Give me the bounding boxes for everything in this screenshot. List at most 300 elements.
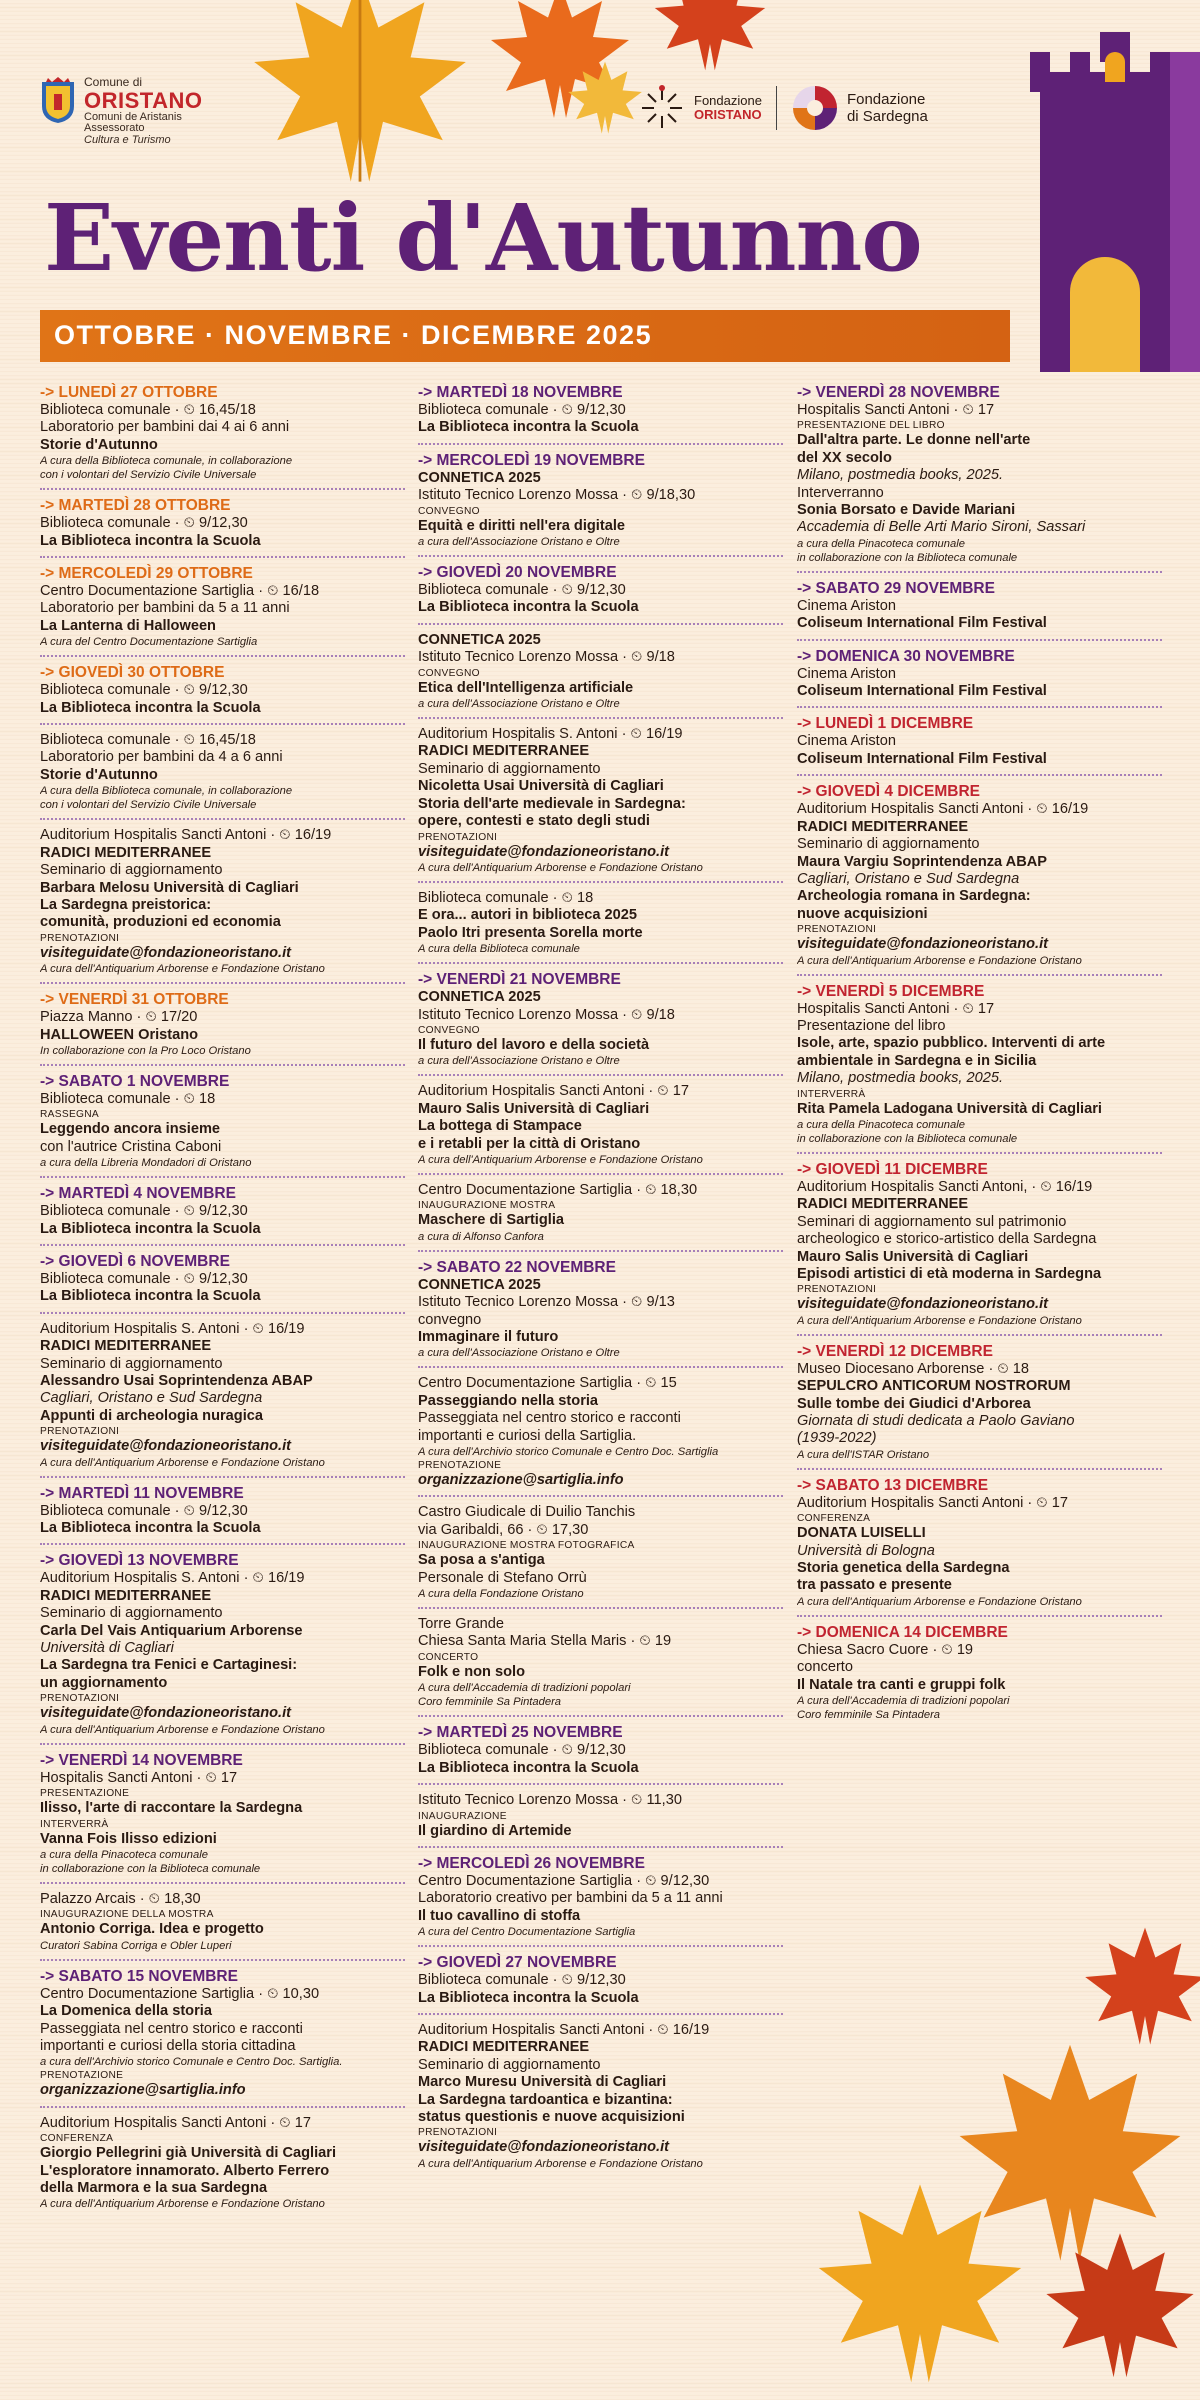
event-line: Milano, postmedia books, 2025. bbox=[797, 467, 1004, 484]
event-date: -> GIOVEDÌ 4 DICEMBRE bbox=[797, 783, 981, 801]
event-title: Sonia Borsato e Davide Mariani bbox=[797, 502, 1016, 519]
event-item bbox=[418, 1954, 783, 2015]
event-type: PRENOTAZIONE bbox=[418, 1460, 502, 1472]
event-line: Biblioteca comunale · ⏲ 9/12,30 bbox=[40, 1203, 248, 1220]
event-line: Biblioteca comunale · ⏲ 18 bbox=[418, 889, 594, 906]
maple-leaf-icon bbox=[800, 2180, 1040, 2400]
event-title: un aggiornamento bbox=[40, 1674, 168, 1691]
event-line: Museo Diocesano Arborense · ⏲ 18 bbox=[797, 1360, 1030, 1377]
event-title: Mauro Salis Università di Cagliari bbox=[797, 1248, 1029, 1265]
event-line: Istituto Tecnico Lorenzo Mossa · ⏲ 9/13 bbox=[418, 1294, 675, 1311]
event-line: Biblioteca comunale · ⏲ 9/12,30 bbox=[418, 1742, 626, 1759]
fondazione-sardegna-line2: di Sardegna bbox=[846, 108, 928, 125]
event-item bbox=[418, 632, 783, 719]
event-organizer: A cura della Biblioteca comunale, in collaborazione bbox=[40, 455, 293, 468]
event-line: Presentazione del libro bbox=[797, 1017, 946, 1034]
event-line: Auditorium Hospitalis S. Antoni · ⏲ 16/19 bbox=[40, 1570, 305, 1587]
event-line: Biblioteca comunale · ⏲ 9/12,30 bbox=[40, 682, 248, 699]
event-item bbox=[418, 384, 783, 445]
booking-email[interactable]: visiteguidate@fondazioneoristano.it bbox=[418, 2139, 669, 2156]
event-title: Il futuro del lavoro e della società bbox=[418, 1036, 650, 1053]
event-title: Maschere di Sartiglia bbox=[418, 1212, 564, 1229]
events-column-1 bbox=[40, 384, 405, 2218]
event-line: Seminario di aggiornamento bbox=[40, 1355, 223, 1372]
event-date: -> MARTEDÌ 4 NOVEMBRE bbox=[40, 1185, 236, 1203]
event-line: Castro Giudicale di Duilio Tanchis bbox=[418, 1504, 636, 1521]
event-item bbox=[40, 991, 405, 1066]
event-line: importanti e curiosi della storia cittadina bbox=[40, 2037, 296, 2054]
event-date: -> VENERDÌ 28 NOVEMBRE bbox=[797, 384, 1000, 401]
event-item bbox=[418, 452, 783, 557]
event-line: Interverranno bbox=[797, 484, 884, 501]
event-item bbox=[40, 1253, 405, 1314]
event-type: RASSEGNA bbox=[40, 1109, 100, 1121]
event-title: Mauro Salis Università di Cagliari bbox=[418, 1100, 650, 1117]
event-title: La Biblioteca incontra la Scuola bbox=[418, 1989, 639, 2006]
comune-logo bbox=[40, 76, 202, 146]
banner-text: OTTOBRE · NOVEMBRE · DICEMBRE 2025 bbox=[54, 320, 653, 350]
event-line: convegno bbox=[418, 1311, 482, 1328]
event-type: CONVEGNO bbox=[418, 1024, 480, 1036]
event-organizer: A cura dell'Antiquarium Arborense e Fondazione Oristano bbox=[797, 1595, 1082, 1608]
event-line: Auditorium Hospitalis Sancti Antoni · ⏲ 17 bbox=[418, 1083, 689, 1100]
event-item bbox=[797, 580, 1162, 641]
event-line: Centro Documentazione Sartiglia · ⏲ 9/12,30 bbox=[418, 1872, 710, 1889]
event-title: CONNETICA 2025 bbox=[418, 469, 541, 486]
event-item bbox=[418, 1724, 783, 1785]
event-line: Biblioteca comunale · ⏲ 9/12,30 bbox=[40, 1502, 248, 1519]
booking-email[interactable]: visiteguidate@fondazioneoristano.it bbox=[40, 1438, 291, 1455]
event-line: Centro Documentazione Sartiglia · ⏲ 10,30 bbox=[40, 1985, 320, 2002]
event-type: INAUGURAZIONE DELLA MOSTRA bbox=[40, 1909, 214, 1921]
event-title: Coliseum International Film Festival bbox=[797, 615, 1047, 632]
booking-email[interactable]: visiteguidate@fondazioneoristano.it bbox=[40, 944, 291, 961]
event-type: PRESENTAZIONE DEL LIBRO bbox=[797, 420, 945, 432]
event-date: -> GIOVEDÌ 13 NOVEMBRE bbox=[40, 1552, 239, 1570]
event-title: CONNETICA 2025 bbox=[418, 989, 541, 1006]
event-title: La bottega di Stampace bbox=[418, 1118, 582, 1135]
event-title: La Domenica della storia bbox=[40, 2003, 212, 2020]
event-line: Centro Documentazione Sartiglia · ⏲ 16/18 bbox=[40, 583, 320, 600]
event-date: -> DOMENICA 30 NOVEMBRE bbox=[797, 647, 1015, 665]
event-title: RADICI MEDITERRANEE bbox=[797, 1196, 969, 1213]
event-organizer: a cura della Libreria Mondadori di Oristano bbox=[40, 1157, 252, 1170]
event-organizer: a cura dell'Associazione Oristano e Oltre bbox=[418, 1347, 620, 1360]
star-icon bbox=[638, 84, 686, 132]
event-title: RADICI MEDITERRANEE bbox=[40, 844, 212, 861]
event-line: Centro Documentazione Sartiglia · ⏲ 18,30 bbox=[418, 1181, 698, 1198]
event-title: Il giardino di Artemide bbox=[418, 1822, 572, 1839]
event-type: CONVEGNO bbox=[418, 505, 480, 517]
event-item bbox=[797, 648, 1162, 709]
event-line: Auditorium Hospitalis Sancti Antoni · ⏲ 16/19 bbox=[40, 827, 332, 844]
event-title: RADICI MEDITERRANEE bbox=[418, 2039, 590, 2056]
event-date: -> LUNEDÌ 1 DICEMBRE bbox=[797, 715, 974, 733]
event-item bbox=[797, 715, 1162, 776]
event-title: RADICI MEDITERRANEE bbox=[797, 818, 969, 835]
event-title: SEPULCRO ANTICORUM NOSTRORUM bbox=[797, 1378, 1071, 1395]
event-line: Seminario di aggiornamento bbox=[797, 836, 980, 853]
event-organizer: A cura dell'Antiquarium Arborense e Fondazione Oristano bbox=[418, 861, 703, 874]
event-title: Vanna Fois Ilisso edizioni bbox=[40, 1830, 217, 1847]
event-line: Seminari di aggiornamento sul patrimonio bbox=[797, 1213, 1067, 1230]
event-title: Storia genetica della Sardegna bbox=[797, 1560, 1010, 1577]
event-line: Biblioteca comunale · ⏲ 18 bbox=[40, 1090, 216, 1107]
event-date: -> SABATO 13 DICEMBRE bbox=[797, 1476, 989, 1494]
sponsor-logos bbox=[638, 84, 928, 132]
event-organizer: A cura del Centro Documentazione Sartiglia bbox=[418, 1926, 636, 1939]
event-organizer: a cura della Pinacoteca comunale bbox=[40, 1848, 208, 1861]
event-line: Biblioteca comunale · ⏲ 9/12,30 bbox=[40, 1270, 248, 1287]
event-title: Marco Muresu Università di Cagliari bbox=[418, 2074, 667, 2091]
event-line: Chiesa Santa Maria Stella Maris · ⏲ 19 bbox=[418, 1633, 672, 1650]
event-line: Auditorium Hospitalis Sancti Antoni · ⏲ 17 bbox=[797, 1494, 1068, 1511]
event-line: Piazza Manno · ⏲ 17/20 bbox=[40, 1009, 198, 1026]
event-organizer: A cura dell'Archivio storico Comunale e Centro Doc. Sartiglia bbox=[418, 1446, 719, 1459]
event-title: Archeologia romana in Sardegna: bbox=[797, 888, 1031, 905]
event-type: PRENOTAZIONI bbox=[40, 932, 120, 944]
event-item bbox=[418, 1083, 783, 1175]
event-organizer: A cura dell'Antiquarium Arborense e Fondazione Oristano bbox=[40, 2198, 325, 2211]
event-item bbox=[40, 2115, 405, 2212]
event-line: Seminario di aggiornamento bbox=[40, 862, 223, 879]
event-title: Equità e diritti nell'era digitale bbox=[418, 517, 626, 534]
event-line: Biblioteca comunale · ⏲ 9/12,30 bbox=[418, 1972, 626, 1989]
event-title: Il Natale tra canti e gruppi folk bbox=[797, 1676, 1006, 1693]
event-title: Leggendo ancora insieme bbox=[40, 1121, 221, 1138]
event-line: (1939-2022) bbox=[797, 1430, 877, 1447]
event-date: -> GIOVEDÌ 11 DICEMBRE bbox=[797, 1160, 988, 1178]
maple-leaf-icon bbox=[230, 0, 490, 200]
event-title: Paolo Itri presenta Sorella morte bbox=[418, 924, 643, 941]
event-title: RADICI MEDITERRANEE bbox=[40, 1587, 212, 1604]
event-line: Seminario di aggiornamento bbox=[418, 2056, 601, 2073]
event-organizer: in collaborazione con la Biblioteca comunale bbox=[797, 551, 1018, 564]
event-date: -> MARTEDÌ 25 NOVEMBRE bbox=[418, 1724, 623, 1742]
booking-email[interactable]: organizzazione@sartiglia.info bbox=[418, 1472, 624, 1489]
event-line: Milano, postmedia books, 2025. bbox=[797, 1070, 1004, 1087]
event-item bbox=[40, 1891, 405, 1961]
event-title: tra passato e presente bbox=[797, 1577, 952, 1594]
events-column-3 bbox=[797, 384, 1162, 1729]
event-title: Dall'altra parte. Le donne nell'arte bbox=[797, 432, 1031, 449]
event-line: Centro Documentazione Sartiglia · ⏲ 15 bbox=[418, 1375, 677, 1392]
comune-name: ORISTANO bbox=[84, 87, 203, 113]
event-line: Cagliari, Oristano e Sud Sardegna bbox=[40, 1390, 263, 1407]
event-type: INAUGURAZIONE MOSTRA FOTOGRAFICA bbox=[418, 1540, 635, 1552]
event-item bbox=[40, 497, 405, 558]
event-line: Istituto Tecnico Lorenzo Mossa · ⏲ 9/18 bbox=[418, 649, 675, 666]
comune-sub1: Comuni de Aristanis bbox=[84, 110, 182, 123]
event-title: CONNETICA 2025 bbox=[418, 1276, 541, 1293]
event-item bbox=[40, 1321, 405, 1478]
event-title: Passeggiando nella storia bbox=[418, 1392, 599, 1409]
event-date: -> SABATO 29 NOVEMBRE bbox=[797, 579, 995, 597]
event-line: importanti e curiosi della Sartiglia. bbox=[418, 1427, 637, 1444]
event-date: -> DOMENICA 14 DICEMBRE bbox=[797, 1623, 1008, 1641]
event-line: Università di Cagliari bbox=[40, 1640, 174, 1657]
event-organizer: Curatori Sabina Corriga e Obler Luperi bbox=[40, 1939, 232, 1952]
event-line: Istituto Tecnico Lorenzo Mossa · ⏲ 9/18 bbox=[418, 1006, 675, 1023]
event-title: opere, contesti e stato degli studi bbox=[418, 813, 650, 830]
event-line: Laboratorio per bambini dai 4 ai 6 anni bbox=[40, 419, 290, 436]
event-title: La Biblioteca incontra la Scuola bbox=[418, 419, 639, 436]
event-line: Hospitalis Sancti Antoni · ⏲ 17 bbox=[797, 1000, 995, 1017]
event-line: Accademia di Belle Arti Mario Sironi, Sassari bbox=[797, 519, 1086, 536]
event-type: INAUGURAZIONE MOSTRA bbox=[418, 1200, 556, 1212]
event-organizer: a cura dell'Archivio storico Comunale e Centro Doc. Sartiglia. bbox=[40, 2056, 343, 2069]
event-date: -> SABATO 15 NOVEMBRE bbox=[40, 1967, 238, 1985]
fondazione-sardegna-logo bbox=[791, 84, 928, 132]
comune-sub2: Assessorato bbox=[84, 122, 145, 135]
event-date: -> VENERDÌ 14 NOVEMBRE bbox=[40, 1751, 243, 1769]
event-title: Appunti di archeologia nuragica bbox=[40, 1407, 263, 1424]
event-item bbox=[40, 827, 405, 984]
event-title: La Biblioteca incontra la Scuola bbox=[40, 1220, 261, 1237]
event-line: Cinema Ariston bbox=[797, 665, 896, 682]
event-item bbox=[418, 1375, 783, 1497]
event-date: -> GIOVEDÌ 27 NOVEMBRE bbox=[418, 1954, 617, 1972]
event-date: -> VENERDÌ 31 OTTOBRE bbox=[40, 991, 229, 1009]
event-date: -> LUNEDÌ 27 OTTOBRE bbox=[40, 384, 218, 401]
crest-icon bbox=[40, 76, 76, 124]
event-type: CONVEGNO bbox=[418, 667, 480, 679]
event-type: PRESENTAZIONE bbox=[40, 1788, 130, 1800]
event-title: La Biblioteca incontra la Scuola bbox=[40, 532, 261, 549]
event-line: Cinema Ariston bbox=[797, 597, 896, 614]
event-item bbox=[40, 1073, 405, 1178]
event-item bbox=[40, 1752, 405, 1884]
event-title: Maura Vargiu Soprintendenza ABAP bbox=[797, 853, 1048, 870]
event-date: -> SABATO 1 NOVEMBRE bbox=[40, 1072, 230, 1090]
event-title: RADICI MEDITERRANEE bbox=[418, 743, 590, 760]
maple-leaf-icon bbox=[1080, 1920, 1200, 2060]
event-line: Istituto Tecnico Lorenzo Mossa · ⏲ 9/18,30 bbox=[418, 487, 696, 504]
event-title: La Biblioteca incontra la Scuola bbox=[418, 1759, 639, 1776]
booking-email[interactable]: organizzazione@sartiglia.info bbox=[40, 2082, 246, 2099]
event-line: Seminario di aggiornamento bbox=[40, 1605, 223, 1622]
event-organizer: Coro femminile Sa Pintadera bbox=[797, 1709, 941, 1722]
event-line: Auditorium Hospitalis S. Antoni · ⏲ 16/19 bbox=[40, 1320, 305, 1337]
booking-email[interactable]: visiteguidate@fondazioneoristano.it bbox=[797, 936, 1048, 953]
event-line: via Garibaldi, 66 · ⏲ 17,30 bbox=[418, 1521, 589, 1538]
maple-leaf-icon bbox=[640, 0, 780, 80]
event-title: del XX secolo bbox=[797, 449, 892, 466]
event-date: -> MERCOLEDÌ 19 NOVEMBRE bbox=[418, 451, 645, 469]
event-type: PRENOTAZIONI bbox=[418, 831, 498, 843]
event-line: Laboratorio per bambini da 5 a 11 anni bbox=[40, 600, 290, 617]
event-line: concerto bbox=[797, 1659, 853, 1676]
event-organizer: a cura dell'Associazione Oristano e Oltre bbox=[418, 698, 620, 711]
event-item bbox=[40, 1968, 405, 2108]
event-organizer: con i volontari del Servizio Civile Universale bbox=[40, 469, 257, 482]
event-title: Il tuo cavallino di stoffa bbox=[418, 1907, 581, 1924]
event-item bbox=[797, 1343, 1162, 1470]
tower-icon bbox=[1030, 12, 1200, 372]
event-line: Torre Grande bbox=[418, 1616, 504, 1633]
event-item bbox=[418, 1182, 783, 1252]
event-title: e i retabli per la città di Oristano bbox=[418, 1135, 641, 1152]
event-title: RADICI MEDITERRANEE bbox=[40, 1338, 212, 1355]
event-item bbox=[418, 726, 783, 883]
event-date: -> MERCOLEDÌ 29 OTTOBRE bbox=[40, 565, 253, 583]
event-title: E ora... autori in biblioteca 2025 bbox=[418, 907, 637, 924]
event-item bbox=[418, 971, 783, 1076]
event-organizer: A cura dell'Antiquarium Arborense e Fondazione Oristano bbox=[797, 954, 1082, 967]
event-title: Alessandro Usai Soprintendenza ABAP bbox=[40, 1373, 313, 1389]
event-item bbox=[797, 1477, 1162, 1617]
event-title: La Biblioteca incontra la Scuola bbox=[40, 1520, 261, 1537]
event-date: -> VENERDÌ 21 NOVEMBRE bbox=[418, 971, 621, 989]
event-item bbox=[40, 384, 405, 490]
event-line: Palazzo Arcais · ⏲ 18,30 bbox=[40, 1890, 201, 1907]
event-title: DONATA LUISELLI bbox=[797, 1525, 926, 1542]
event-line: Auditorium Hospitalis Sancti Antoni · ⏲ 16/19 bbox=[797, 801, 1089, 818]
event-line: Auditorium Hospitalis S. Antoni · ⏲ 16/19 bbox=[418, 726, 683, 743]
event-organizer: a cura di Alfonso Canfora bbox=[418, 1230, 544, 1243]
event-date: -> VENERDÌ 5 DICEMBRE bbox=[797, 982, 985, 1000]
event-line: con l'autrice Cristina Caboni bbox=[40, 1138, 222, 1155]
booking-email[interactable]: visiteguidate@fondazioneoristano.it bbox=[797, 1296, 1048, 1313]
event-title: La Lanterna di Halloween bbox=[40, 617, 216, 634]
event-title: Sulle tombe dei Giudici d'Arborea bbox=[797, 1395, 1031, 1412]
event-type: PRENOTAZIONI bbox=[40, 1693, 120, 1705]
event-title: La Sardegna preistorica: bbox=[40, 896, 212, 913]
event-organizer: a cura dell'Associazione Oristano e Oltre bbox=[418, 1055, 620, 1068]
event-organizer: a cura della Pinacoteca comunale bbox=[797, 1118, 965, 1131]
event-item bbox=[418, 2022, 783, 2171]
event-title: La Biblioteca incontra la Scuola bbox=[418, 599, 639, 616]
booking-email[interactable]: visiteguidate@fondazioneoristano.it bbox=[40, 1705, 291, 1722]
event-title: Sa posa a s'antiga bbox=[418, 1552, 545, 1569]
date-banner bbox=[40, 310, 1010, 362]
fondazione-oristano-line2: ORISTANO bbox=[694, 107, 762, 122]
event-type: CONCERTO bbox=[418, 1651, 479, 1663]
event-title: La Sardegna tra Fenici e Cartaginesi: bbox=[40, 1657, 298, 1674]
event-date: -> SABATO 22 NOVEMBRE bbox=[418, 1258, 616, 1276]
event-title: Storie d'Autunno bbox=[40, 766, 158, 783]
events-column-2 bbox=[418, 384, 783, 2178]
event-line: Biblioteca comunale · ⏲ 9/12,30 bbox=[40, 515, 248, 532]
event-line: Cagliari, Oristano e Sud Sardegna bbox=[797, 870, 1020, 887]
event-item bbox=[418, 1855, 783, 1947]
event-organizer: A cura dell'Antiquarium Arborense e Fondazione Oristano bbox=[40, 963, 325, 976]
event-line: Hospitalis Sancti Antoni · ⏲ 17 bbox=[797, 402, 995, 418]
page-title: Eventi d'Autunno bbox=[44, 184, 922, 292]
event-item bbox=[418, 564, 783, 625]
booking-email[interactable]: visiteguidate@fondazioneoristano.it bbox=[418, 843, 669, 860]
event-line: Università di Bologna bbox=[797, 1542, 935, 1559]
event-type: CONFERENZA bbox=[797, 1513, 871, 1525]
event-line: Laboratorio creativo per bambini da 5 a 11 anni bbox=[418, 1890, 723, 1907]
event-line: Biblioteca comunale · ⏲ 9/12,30 bbox=[418, 402, 626, 418]
event-item bbox=[797, 1624, 1162, 1722]
event-line: Laboratorio per bambini da 4 a 6 anni bbox=[40, 749, 283, 766]
event-line: Auditorium Hospitalis Sancti Antoni · ⏲ 17 bbox=[40, 2114, 311, 2131]
event-title: Rita Pamela Ladogana Università di Cagliari bbox=[797, 1100, 1102, 1117]
event-title: ambientale in Sardegna e in Sicilia bbox=[797, 1052, 1037, 1069]
event-type: PRENOTAZIONI bbox=[40, 1426, 120, 1438]
event-type: INTERVERRÀ bbox=[797, 1088, 866, 1100]
fondazione-sardegna-line1: Fondazione bbox=[846, 90, 926, 108]
event-item bbox=[797, 1161, 1162, 1336]
event-line: Personale di Stefano Orrù bbox=[418, 1569, 587, 1586]
event-item bbox=[40, 664, 405, 725]
fondazione-oristano-logo bbox=[638, 84, 762, 132]
event-title: nuove acquisizioni bbox=[797, 905, 928, 922]
event-date: -> MERCOLEDÌ 26 NOVEMBRE bbox=[418, 1854, 645, 1872]
event-title: Ilisso, l'arte di raccontare la Sardegna bbox=[40, 1800, 303, 1817]
event-organizer: A cura della Biblioteca comunale, in collaborazione bbox=[40, 785, 293, 798]
event-line: Biblioteca comunale · ⏲ 16,45/18 bbox=[40, 732, 256, 749]
event-type: PRENOTAZIONI bbox=[418, 2127, 498, 2139]
circle-logo-icon bbox=[791, 84, 839, 132]
event-line: Passeggiata nel centro storico e racconti bbox=[418, 1410, 681, 1427]
event-item bbox=[40, 1185, 405, 1246]
event-item bbox=[40, 1485, 405, 1546]
logo-divider bbox=[776, 86, 777, 130]
event-type: PRENOTAZIONE bbox=[40, 2070, 124, 2082]
event-title: La Sardegna tardoantica e bizantina: bbox=[418, 2091, 673, 2108]
event-item bbox=[797, 384, 1162, 573]
event-line: Auditorium Hospitalis Sancti Antoni, · ⏲ 16/19 bbox=[797, 1178, 1093, 1195]
event-date: -> GIOVEDÌ 20 NOVEMBRE bbox=[418, 564, 617, 582]
event-date: -> MARTEDÌ 11 NOVEMBRE bbox=[40, 1484, 244, 1502]
event-date: -> GIOVEDÌ 6 NOVEMBRE bbox=[40, 1252, 230, 1270]
event-organizer: A cura della Fondazione Oristano bbox=[418, 1588, 584, 1601]
event-line: Istituto Tecnico Lorenzo Mossa · ⏲ 11,30 bbox=[418, 1792, 682, 1809]
event-organizer: A cura della Biblioteca comunale bbox=[418, 943, 580, 956]
event-date: -> VENERDÌ 12 DICEMBRE bbox=[797, 1342, 993, 1360]
event-line: Cinema Ariston bbox=[797, 733, 896, 750]
event-organizer: A cura dell'Antiquarium Arborense e Fondazione Oristano bbox=[40, 1723, 325, 1736]
event-line: Chiesa Sacro Cuore · ⏲ 19 bbox=[797, 1641, 974, 1658]
event-item bbox=[418, 1616, 783, 1717]
event-organizer: con i volontari del Servizio Civile Universale bbox=[40, 799, 257, 812]
event-item bbox=[797, 783, 1162, 975]
event-title: La Biblioteca incontra la Scuola bbox=[40, 699, 261, 716]
event-title: Folk e non solo bbox=[418, 1663, 526, 1680]
event-title: Antonio Corriga. Idea e progetto bbox=[40, 1921, 264, 1938]
event-line: Giornata di studi dedicata a Paolo Gaviano bbox=[797, 1413, 1075, 1430]
event-title: della Marmora e la sua Sardegna bbox=[40, 2179, 268, 2196]
event-item bbox=[418, 1259, 783, 1369]
event-type: INTERVERRÀ bbox=[40, 1818, 109, 1830]
event-item bbox=[418, 1504, 783, 1609]
event-item bbox=[797, 983, 1162, 1154]
maple-leaf-icon bbox=[560, 60, 650, 140]
event-title: Giorgio Pellegrini già Università di Cagliari bbox=[40, 2145, 337, 2162]
event-organizer: A cura dell'Antiquarium Arborense e Fondazione Oristano bbox=[797, 1314, 1082, 1327]
event-title: Carla Del Vais Antiquarium Arborense bbox=[40, 1622, 303, 1639]
event-organizer: Coro femminile Sa Pintadera bbox=[418, 1696, 562, 1709]
event-line: Biblioteca comunale · ⏲ 9/12,30 bbox=[418, 582, 626, 599]
event-organizer: in collaborazione con la Biblioteca comunale bbox=[797, 1132, 1018, 1145]
event-line: archeologico e storico-artistico della Sardegna bbox=[797, 1231, 1097, 1248]
event-line: Passeggiata nel centro storico e racconti bbox=[40, 2020, 303, 2037]
event-item bbox=[418, 1792, 783, 1848]
event-title: CONNETICA 2025 bbox=[418, 631, 541, 648]
event-organizer: a cura dell'Associazione Oristano e Oltre bbox=[418, 536, 620, 549]
event-item bbox=[418, 890, 783, 964]
event-type: PRENOTAZIONI bbox=[797, 924, 877, 936]
event-line: Auditorium Hospitalis Sancti Antoni · ⏲ 16/19 bbox=[418, 2021, 710, 2038]
event-title: Storie d'Autunno bbox=[40, 436, 158, 453]
event-organizer: A cura dell'Accademia di tradizioni popolari bbox=[797, 1695, 1010, 1708]
event-line: Hospitalis Sancti Antoni · ⏲ 17 bbox=[40, 1769, 238, 1786]
event-title: L'esploratore innamorato. Alberto Ferrero bbox=[40, 2162, 330, 2179]
comune-sub3: Cultura e Turismo bbox=[84, 133, 171, 146]
